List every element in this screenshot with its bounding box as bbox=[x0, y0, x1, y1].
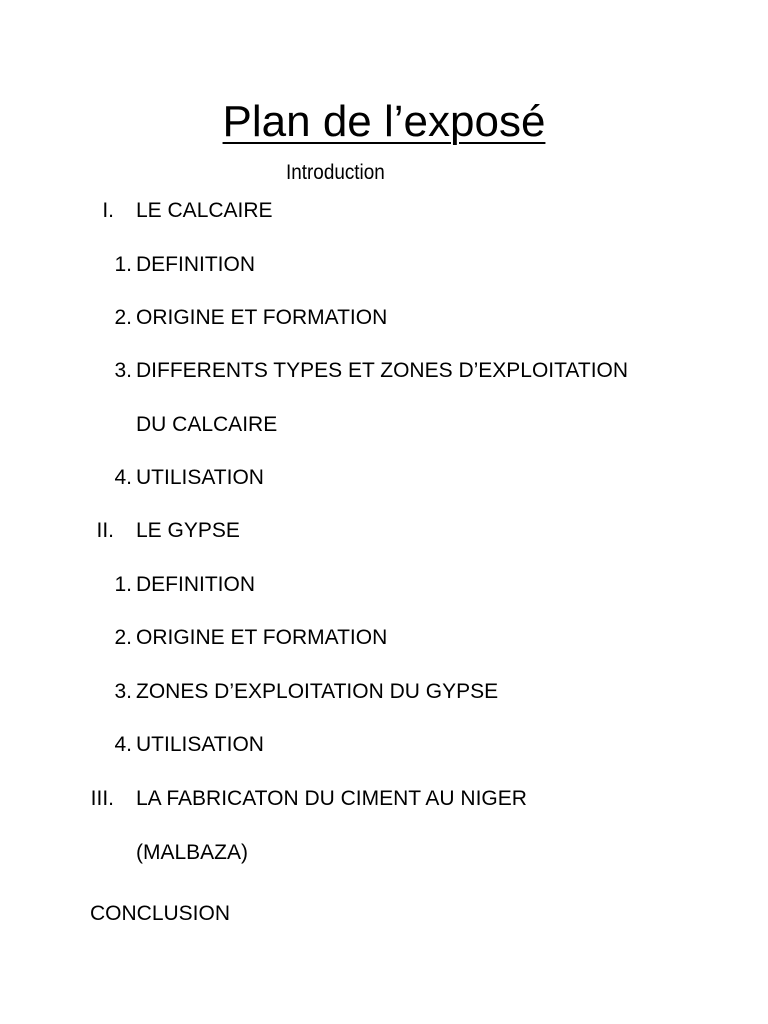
section-title: LE CALCAIRE bbox=[136, 199, 273, 222]
page-title: Plan de l’exposé bbox=[222, 97, 546, 146]
item-number: 4. bbox=[114, 733, 132, 756]
item-number: 2. bbox=[114, 626, 132, 649]
item-number: 1. bbox=[114, 573, 132, 596]
section-numeral: II. bbox=[96, 519, 114, 542]
item-text: DEFINITION bbox=[136, 573, 255, 596]
item-text: ZONES D’EXPLOITATION DU GYPSE bbox=[136, 680, 499, 703]
section-title: LE GYPSE bbox=[136, 519, 240, 542]
item-text: DIFFERENTS TYPES ET ZONES D’EXPLOITATION bbox=[136, 359, 629, 382]
item-text: ORIGINE ET FORMATION bbox=[136, 306, 388, 329]
item-number: 4. bbox=[114, 466, 132, 489]
item-number: 1. bbox=[114, 253, 132, 276]
section-numeral: I. bbox=[102, 199, 114, 222]
item-text: DEFINITION bbox=[136, 253, 255, 276]
section-numeral: III. bbox=[90, 787, 114, 810]
section-title: (MALBAZA) bbox=[136, 841, 249, 864]
introduction-heading: Introduction bbox=[286, 161, 385, 184]
item-number: 3. bbox=[114, 359, 132, 382]
item-number: 3. bbox=[114, 680, 132, 703]
item-number: 2. bbox=[114, 306, 132, 329]
item-text: UTILISATION bbox=[136, 466, 264, 489]
item-text: DU CALCAIRE bbox=[136, 413, 278, 436]
item-text: UTILISATION bbox=[136, 733, 264, 756]
item-text: ORIGINE ET FORMATION bbox=[136, 626, 388, 649]
conclusion-heading: CONCLUSION bbox=[90, 902, 231, 925]
section-title: LA FABRICATON DU CIMENT AU NIGER bbox=[136, 787, 527, 810]
